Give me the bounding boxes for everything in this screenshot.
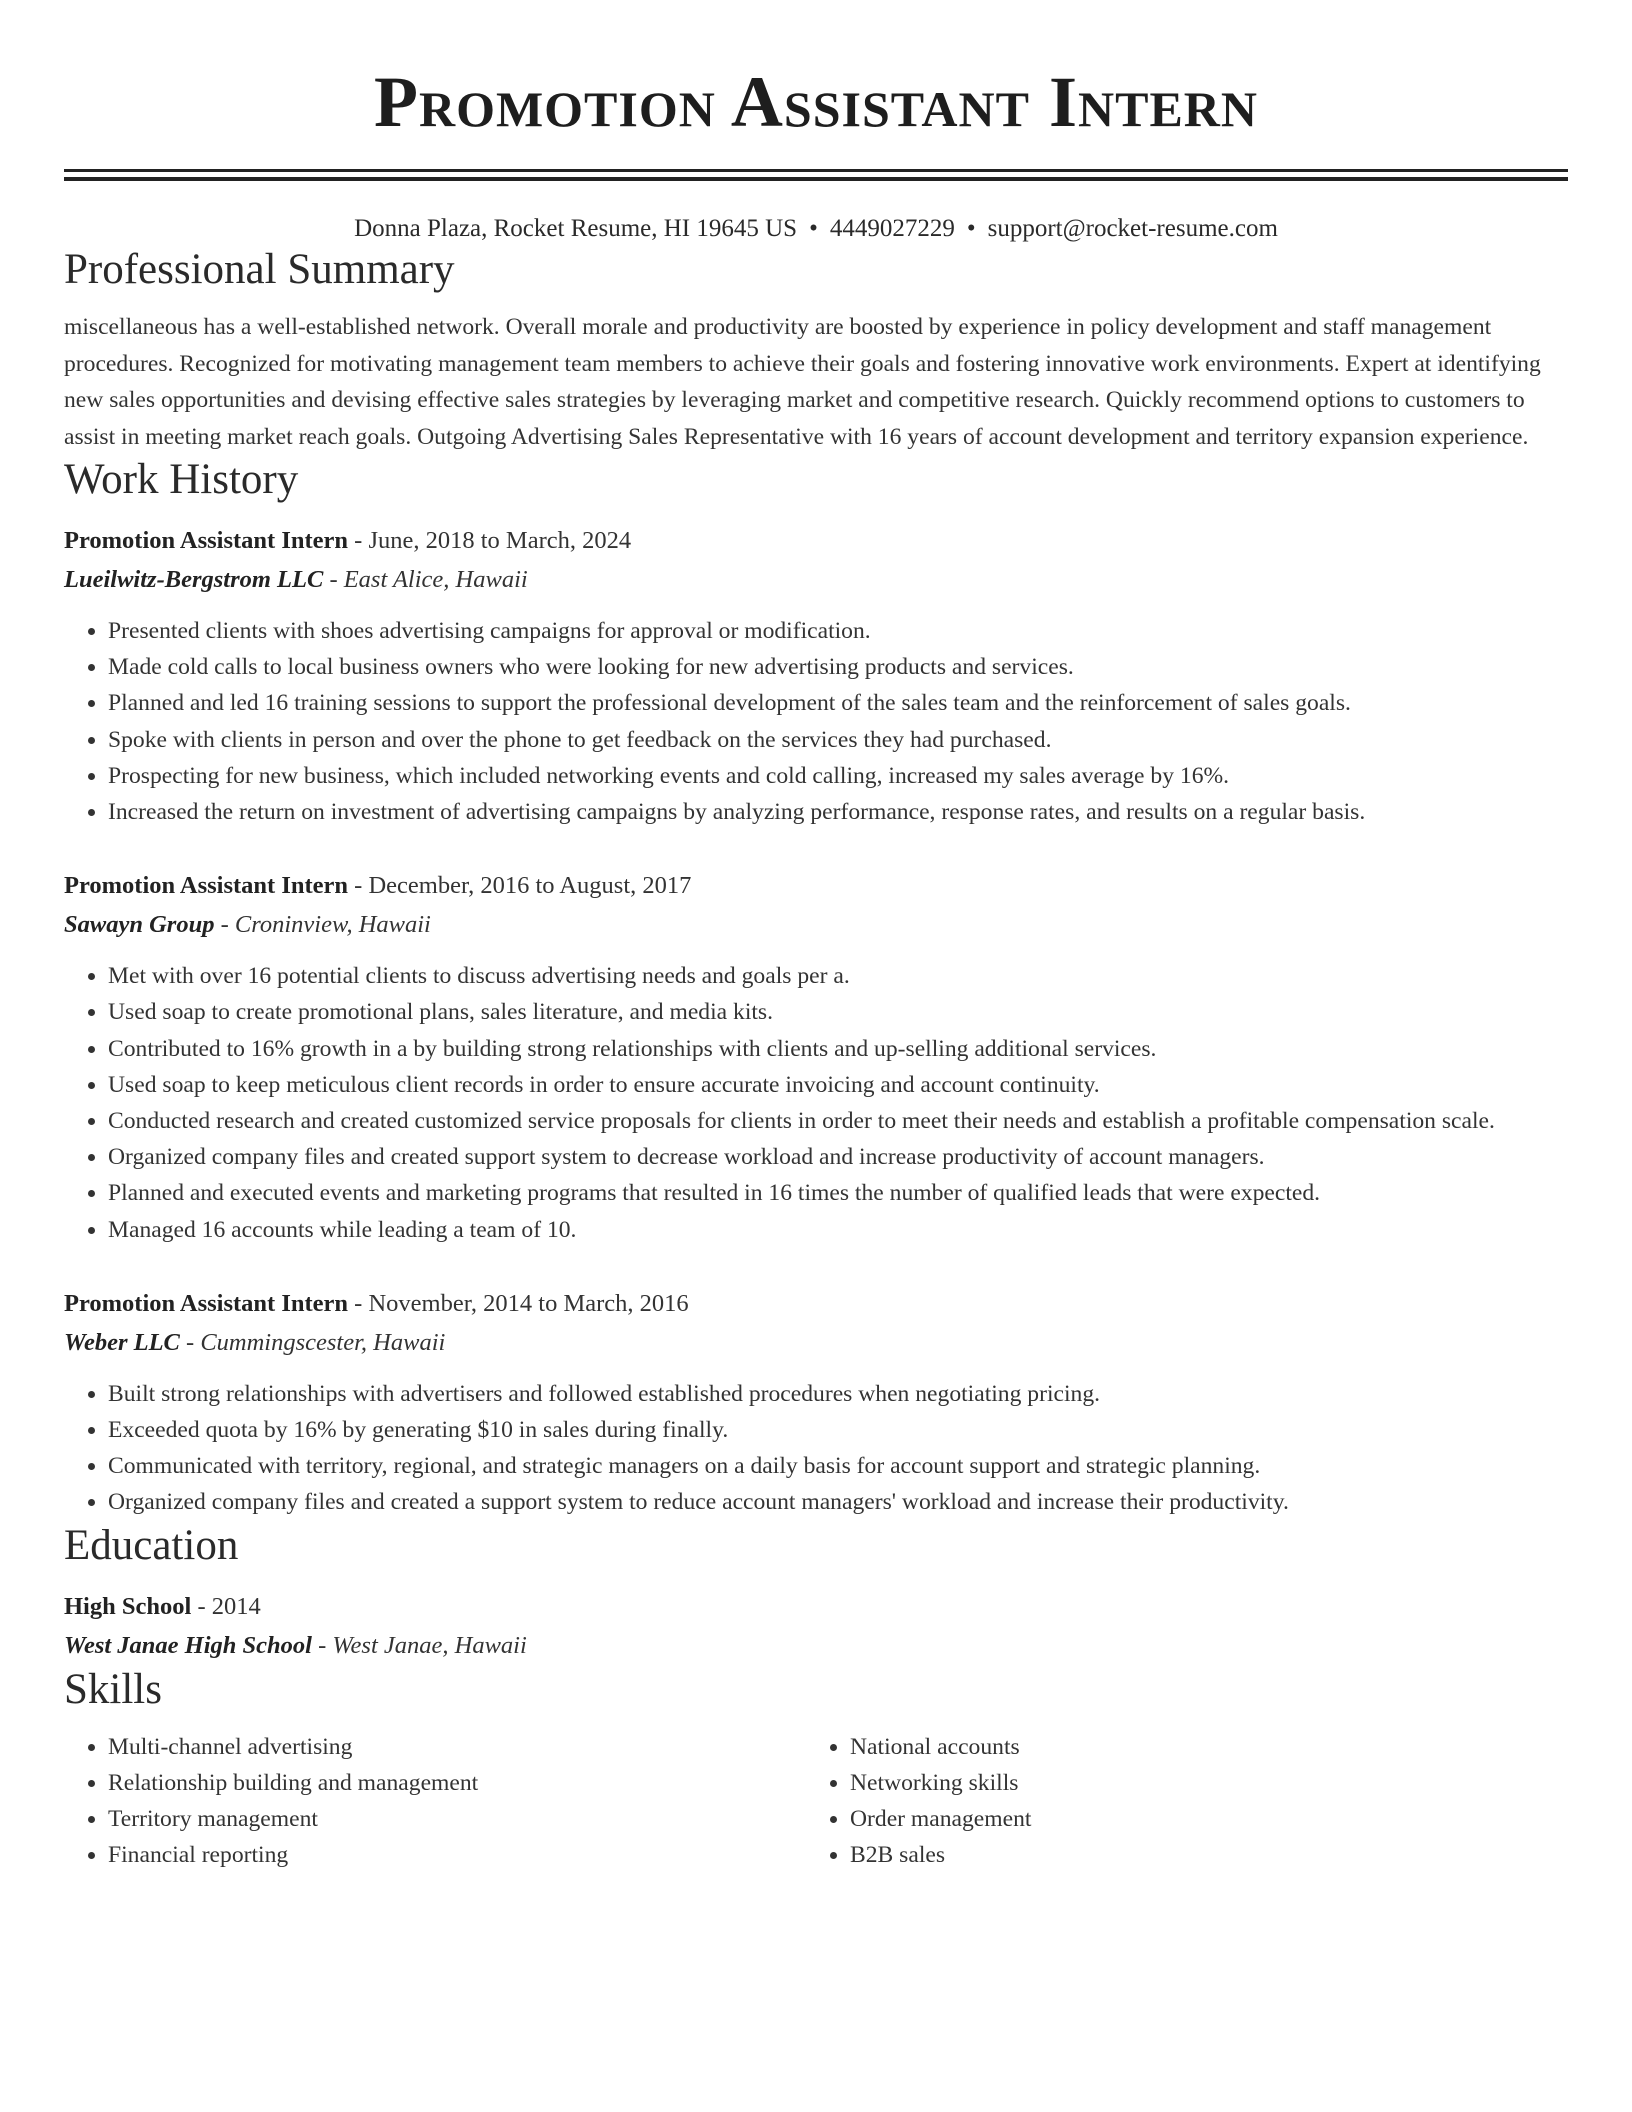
- job-role: Promotion Assistant Intern: [64, 1289, 349, 1317]
- job-location: - Croninview, Hawaii: [214, 911, 431, 939]
- contact-email: support@rocket-resume.com: [987, 215, 1278, 242]
- skill-item: • Order management: [850, 1801, 1548, 1837]
- contact-separator: •: [966, 215, 976, 242]
- contact-phone: 4449027229: [829, 215, 955, 242]
- skill-item: • National accounts: [850, 1729, 1548, 1765]
- job-bullet: • Exceeded quota by 16% by generating $10 in sales during finally.: [108, 1412, 1568, 1448]
- job-bullet: • Managed 16 accounts while leading a team of 10.: [108, 1212, 1568, 1248]
- work-history-heading: Work History: [64, 456, 299, 503]
- job-dates: - November, 2014 to March, 2016: [348, 1289, 689, 1317]
- contact-line: [64, 213, 1568, 245]
- job-company: Lueilwitz-Bergstrom LLC: [64, 566, 324, 593]
- job-bullet: • Contributed to 16% growth in a by building strong relationships with clients and up-selling additional services.: [108, 1031, 1568, 1067]
- skill-item: • Territory management: [108, 1801, 806, 1837]
- job-company-line: [64, 560, 1568, 599]
- skills-heading: Skills: [64, 1665, 162, 1713]
- job-bullet: • Organized company files and created support system to decrease workload and increase productivity of account managers.: [108, 1139, 1568, 1175]
- job-title-line: [64, 866, 1568, 905]
- job-bullet: • Used soap to create promotional plans, sales literature, and media kits.: [108, 994, 1568, 1030]
- job-dates: - June, 2018 to March, 2024: [348, 527, 632, 554]
- job-bullets: [64, 958, 1568, 1248]
- skills-grid: [64, 1729, 1568, 1874]
- skills-column-left: [64, 1729, 806, 1874]
- job-entry: [64, 521, 1568, 830]
- resume-name: Promotion Assistant Intern: [373, 62, 1259, 142]
- job-entry: [64, 1284, 1568, 1521]
- job-bullets: [64, 613, 1568, 830]
- summary-text: miscellaneous has a well-established network. Overall morale and productivity are boosted by experience in policy development and staff management procedures. Recognized for motivating management team members to achieve their goals and fostering innovative work environments. Expert at identifying new sales opportunities and devising effective sales strategies by leveraging market and competitive research. Quickly recommend options to customers to assist in meeting market reach goals. Outgoing Advertising Sales Representative with 16 years of account development and territory expansion experience.: [64, 314, 1541, 450]
- education-degree-line: [64, 1587, 1568, 1626]
- header-divider: [64, 169, 1568, 181]
- job-bullet: • Used soap to keep meticulous client records in order to ensure accurate invoicing and account continuity.: [108, 1067, 1568, 1103]
- job-company-line: [64, 905, 1568, 944]
- job-bullet: • Conducted research and created customized service proposals for clients in order to meet their needs and establish a profitable compensation scale.: [108, 1103, 1568, 1139]
- job-bullet: • Increased the return on investment of advertising campaigns by analyzing performance, response rates, and results on a regular basis.: [108, 794, 1568, 830]
- education-school: West Janae High School: [64, 1631, 312, 1659]
- education-school-line: [64, 1626, 1568, 1665]
- job-entry: [64, 866, 1568, 1248]
- job-bullet: • Presented clients with shoes advertising campaigns for approval or modification.: [108, 613, 1568, 649]
- job-bullet: • Communicated with territory, regional, and strategic managers on a daily basis for account support and strategic planning.: [108, 1448, 1568, 1484]
- job-bullet: • Organized company files and created a support system to reduce account managers' workload and increase their productivity.: [108, 1484, 1568, 1520]
- job-role: Promotion Assistant Intern: [64, 872, 349, 900]
- education-year: - 2014: [191, 1592, 261, 1620]
- job-role: Promotion Assistant Intern: [64, 527, 349, 554]
- summary-heading: Professional Summary: [64, 246, 455, 293]
- job-bullet: • Planned and led 16 training sessions to support the professional development of the sales team and the reinforcement of sales goals.: [108, 685, 1568, 721]
- job-dates: - December, 2016 to August, 2017: [348, 872, 692, 900]
- job-bullet: • Made cold calls to local business owners who were looking for new advertising products and services.: [108, 649, 1568, 685]
- job-bullet: • Planned and executed events and marketing programs that resulted in 16 times the number of qualified leads that were expected.: [108, 1175, 1568, 1211]
- skill-item: • Networking skills: [850, 1765, 1548, 1801]
- education-location: - West Janae, Hawaii: [311, 1631, 527, 1659]
- job-company: Sawayn Group: [64, 911, 215, 939]
- education-degree: High School: [64, 1592, 192, 1620]
- job-title-line: [64, 1284, 1568, 1323]
- job-bullet: • Spoke with clients in person and over the phone to get feedback on the services they had purchased.: [108, 722, 1568, 758]
- contact-separator: •: [809, 215, 818, 242]
- skill-item: • Multi-channel advertising: [108, 1729, 806, 1765]
- job-location: - Cummingscester, Hawaii: [179, 1328, 446, 1356]
- job-company: Weber LLC: [64, 1328, 180, 1356]
- education-heading: Education: [64, 1521, 239, 1569]
- job-bullets: [64, 1376, 1568, 1521]
- job-company-line: [64, 1323, 1568, 1362]
- job-title-line: [64, 521, 1568, 560]
- job-bullet: • Met with over 16 potential clients to discuss advertising needs and goals per a.: [108, 958, 1568, 994]
- education-entry: [64, 1587, 1568, 1665]
- job-bullet: • Prospecting for new business, which included networking events and cold calling, increased my sales average by 16%.: [108, 758, 1568, 794]
- skill-item: • B2B sales: [850, 1837, 1548, 1873]
- skill-item: • Financial reporting: [108, 1837, 806, 1873]
- job-location: - East Alice, Hawaii: [323, 566, 528, 593]
- skill-item: • Relationship building and management: [108, 1765, 806, 1801]
- contact-address: Donna Plaza, Rocket Resume, HI 19645 US: [354, 215, 798, 242]
- job-bullet: • Built strong relationships with advertisers and followed established procedures when negotiating pricing.: [108, 1376, 1568, 1412]
- skills-column-right: [806, 1729, 1548, 1874]
